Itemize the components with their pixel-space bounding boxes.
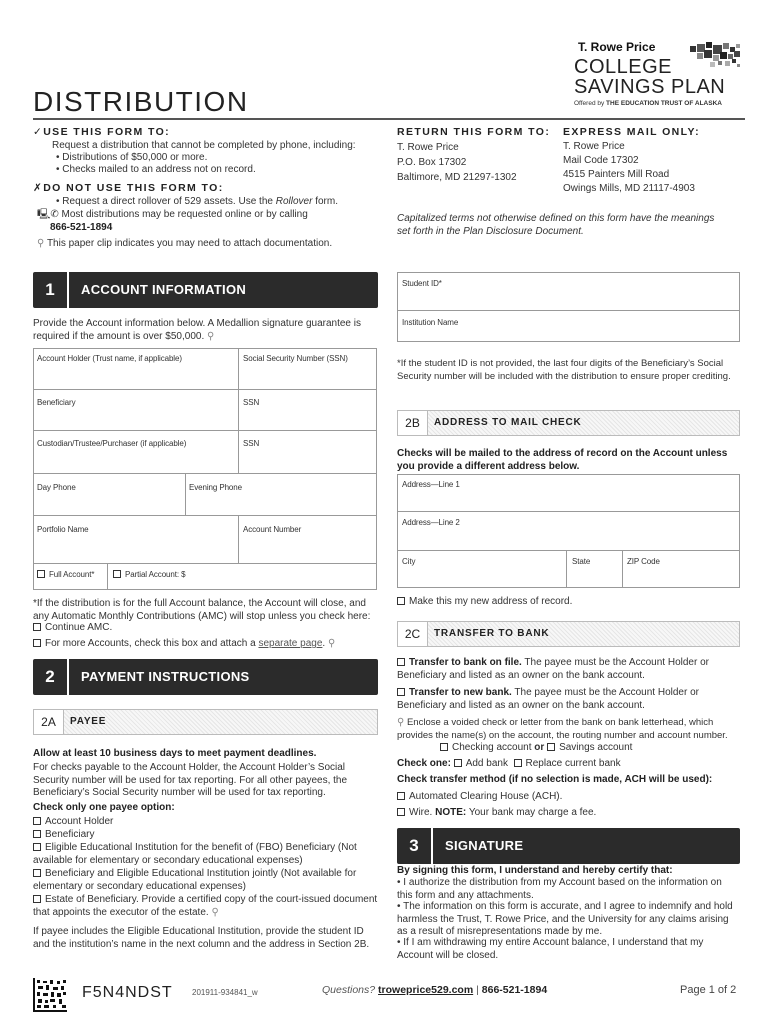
- institution-name-field[interactable]: Institution Name: [402, 318, 459, 327]
- account-info-grid: [33, 348, 377, 590]
- day-phone-field[interactable]: Day Phone: [37, 483, 76, 492]
- payee-estate[interactable]: Estate of Beneficiary. Provide a certified copy of the court-issued document that appoints the executor of the estate. ⚲: [33, 894, 378, 918]
- divider: [397, 310, 740, 311]
- separate-page-link[interactable]: separate page: [258, 638, 323, 649]
- datamatrix-barcode-icon: [33, 978, 67, 1012]
- payee-account-holder[interactable]: Account Holder: [33, 816, 113, 829]
- divider: [397, 511, 740, 512]
- payee-tax-paragraph: For checks payable to the Account Holder, the Account Holder’s Social Security number will be used for tax reporting. For all other payees, the Beneficiary’s Social Security number will be used for tax reporting.: [33, 762, 348, 798]
- full-account-checkbox[interactable]: Full Account*: [37, 570, 94, 579]
- payee-institution-fbo[interactable]: Eligible Educational Institution for the benefit of (FBO) Beneficiary (Not available for elementary or secondary educational expenses): [33, 842, 357, 866]
- continue-amc-checkbox[interactable]: Continue AMC.: [33, 622, 112, 635]
- full-account-note: *If the distribution is for the full Account balance, the Account will close, and any Automatic Monthly Contributions (AMC) will stop unless you check here:: [33, 598, 371, 622]
- logo-offered-by: Offered by THE EDUCATION TRUST OF ALASKA: [574, 100, 722, 107]
- address-line-1-field[interactable]: Address—Line 1: [402, 480, 460, 489]
- college-savings-logo: [570, 40, 745, 112]
- x-icon: ✗: [33, 182, 44, 194]
- transfer-bank-on-file[interactable]: Transfer to bank on file. The payee must be the Account Holder or Beneficiary and listed as an owner on the bank account.: [397, 657, 709, 681]
- form-id: 201911-934841_w: [192, 988, 258, 997]
- capitalized-note: Capitalized terms not otherwise defined on this form have the meanings set forth in the Plan Disclosure Document.: [397, 213, 715, 237]
- ssn-field-beneficiary[interactable]: SSN: [243, 398, 260, 407]
- paperclip-icon: ⚲: [327, 638, 336, 649]
- divider: [33, 563, 377, 564]
- payee-joint[interactable]: Beneficiary and Eligible Educational Institution jointly (Not available for elementary or secondary educational expenses): [33, 868, 357, 892]
- transfer-new-bank[interactable]: Transfer to new bank. The payee must be the Account Holder or Beneficiary and listed as an owner on the bank account.: [397, 687, 699, 711]
- divider: [566, 550, 567, 588]
- footer-questions: Questions? troweprice529.com | 866-521-1894: [322, 984, 548, 996]
- student-box: [397, 272, 740, 342]
- page-title: DISTRIBUTION: [33, 86, 249, 117]
- divider: [238, 348, 239, 473]
- footer-phone: 866-521-1894: [481, 984, 548, 996]
- check-one-row: Check one: Add bank Replace current bank: [397, 758, 621, 769]
- partial-account-checkbox[interactable]: Partial Account: $: [113, 570, 185, 579]
- section-2c-header: 2C TRANSFER TO BANK: [397, 621, 740, 647]
- institution-note: If payee includes the Eligible Educational Institution, provide the student ID and the institution’s name in the next column and the address in Section 2B.: [33, 926, 370, 950]
- transfer-method-heading: Check transfer method (if no selection is made, ACH will be used):: [397, 774, 713, 785]
- section-3-header: 3 SIGNATURE: [397, 828, 740, 864]
- paperclip-icon: ⚲: [207, 330, 215, 342]
- use-bullet-2: • Checks mailed to an address not on record.: [56, 164, 256, 177]
- section-1-header: 1 ACCOUNT INFORMATION: [33, 272, 378, 308]
- ssn-field-custodian[interactable]: SSN: [243, 439, 260, 448]
- signature-bullet-2: • The information on this form is accurate, and I agree to indemnify and hold harmless the Trust, T. Rowe Price, and the University for any claims arising as a result of misrepresentations made by me.: [397, 901, 740, 939]
- logo-college: COLLEGE: [574, 56, 672, 78]
- checking-checkbox[interactable]: Checking account: [440, 742, 532, 753]
- do-not-use-bullet: • Request a direct rollover of 529 assets. Use the Rollover form.: [56, 196, 338, 209]
- do-not-use-heading: ✗DO NOT USE THIS FORM TO:: [33, 182, 224, 194]
- enclose-voided-check: ⚲ Enclose a voided check or letter from the bank on bank letterhead, which provides the name(s) on the account, the routing number and account number.: [397, 717, 728, 741]
- section-1-intro: Provide the Account information below. A Medallion signature guarantee is required if the amount is over $50,000. ⚲: [33, 318, 361, 342]
- use-bullet-1: • Distributions of $50,000 or more.: [56, 152, 207, 165]
- divider: [33, 515, 377, 516]
- logo-mosaic-icon: [690, 42, 742, 72]
- divider: [107, 563, 108, 590]
- check-icon: ✓: [33, 126, 44, 138]
- computer-phone-icon: 🖳✆: [37, 209, 59, 220]
- custodian-field[interactable]: Custodian/Trustee/Purchaser (if applicable): [37, 439, 187, 448]
- express-heading: EXPRESS MAIL ONLY:: [563, 126, 701, 138]
- student-id-note: *If the student ID is not provided, the last four digits of the Beneficiary’s Social Security number will be included with the distribution to ensure proper crediting.: [397, 358, 731, 382]
- online-phone: 866-521-1894: [50, 222, 113, 233]
- student-id-field[interactable]: Student ID*: [402, 279, 442, 288]
- more-accounts-checkbox[interactable]: For more Accounts, check this box and attach a separate page. ⚲: [33, 638, 378, 651]
- section-2-header: 2 PAYMENT INSTRUCTIONS: [33, 659, 378, 695]
- payee-beneficiary[interactable]: Beneficiary: [33, 829, 94, 842]
- account-type-options: Checking account or Savings account: [440, 742, 632, 755]
- account-holder-field[interactable]: Account Holder (Trust name, if applicable): [37, 354, 182, 363]
- beneficiary-field[interactable]: Beneficiary: [37, 398, 76, 407]
- divider: [397, 550, 740, 551]
- evening-phone-field[interactable]: Evening Phone: [189, 483, 242, 492]
- new-address-checkbox[interactable]: Make this my new address of record.: [397, 596, 572, 609]
- portfolio-name-field[interactable]: Portfolio Name: [37, 525, 89, 534]
- logo-savings-plan: SAVINGS PLAN: [574, 76, 726, 98]
- ach-checkbox[interactable]: Automated Clearing House (ACH).: [397, 791, 562, 804]
- section-2b-intro: Checks will be mailed to the address of record on the Account unless you provide a different address below.: [397, 448, 728, 472]
- return-heading: RETURN THIS FORM TO:: [397, 126, 551, 138]
- logo-brand: T. Rowe Price: [578, 40, 656, 54]
- paperclip-icon: ⚲: [397, 717, 405, 728]
- form-code: F5N4NDST: [82, 984, 173, 1001]
- add-bank-checkbox[interactable]: Add bank: [454, 758, 508, 769]
- wire-checkbox[interactable]: Wire. NOTE: Your bank may charge a fee.: [397, 807, 596, 820]
- express-address: T. Rowe Price Mail Code 17302 4515 Painters Mill Road Owings Mills, MD 21117-4903: [563, 141, 695, 194]
- paperclip-icon: ⚲: [37, 238, 45, 249]
- section-2b-header: 2B ADDRESS TO MAIL CHECK: [397, 410, 740, 436]
- address-grid: [397, 474, 740, 588]
- allow-business-days: Allow at least 10 business days to meet payment deadlines.: [33, 748, 317, 759]
- check-only-one: Check only one payee option:: [33, 802, 175, 813]
- ssn-field-holder[interactable]: Social Security Number (SSN): [243, 354, 348, 363]
- page-number: Page 1 of 2: [680, 984, 737, 996]
- address-line-2-field[interactable]: Address—Line 2: [402, 518, 460, 527]
- section-2a-header: 2A PAYEE: [33, 709, 378, 735]
- online-note: 🖳✆ Most distributions may be requested online or by calling: [37, 209, 308, 220]
- header-rule: [33, 118, 745, 120]
- city-field[interactable]: City: [402, 557, 416, 566]
- zip-field[interactable]: ZIP Code: [627, 557, 660, 566]
- divider: [238, 515, 239, 563]
- divider: [33, 473, 377, 474]
- replace-bank-checkbox[interactable]: Replace current bank: [514, 758, 621, 769]
- state-field[interactable]: State: [572, 557, 591, 566]
- savings-checkbox[interactable]: Savings account: [547, 742, 632, 753]
- paperclip-icon: ⚲: [211, 906, 219, 918]
- account-number-field[interactable]: Account Number: [243, 525, 302, 534]
- divider: [33, 430, 377, 431]
- signature-bullet-3: • If I am withdrawing my entire Account balance, I understand that my Account will be closed.: [397, 937, 740, 962]
- signature-intro: By signing this form, I understand and hereby certify that:: [397, 865, 673, 876]
- divider: [33, 389, 377, 390]
- paperclip-note: ⚲ This paper clip indicates you may need to attach documentation.: [37, 238, 333, 249]
- use-heading: ✓USE THIS FORM TO:: [33, 126, 171, 138]
- return-address: T. Rowe Price P.O. Box 17302 Baltimore, MD 21297-1302: [397, 142, 517, 183]
- use-intro: Request a distribution that cannot be completed by phone, including:: [52, 140, 356, 151]
- signature-bullet-1: • I authorize the distribution from my Account based on the information on this form and any attachments.: [397, 877, 740, 902]
- divider: [185, 473, 186, 515]
- divider: [622, 550, 623, 588]
- website-link[interactable]: troweprice529.com: [378, 984, 474, 996]
